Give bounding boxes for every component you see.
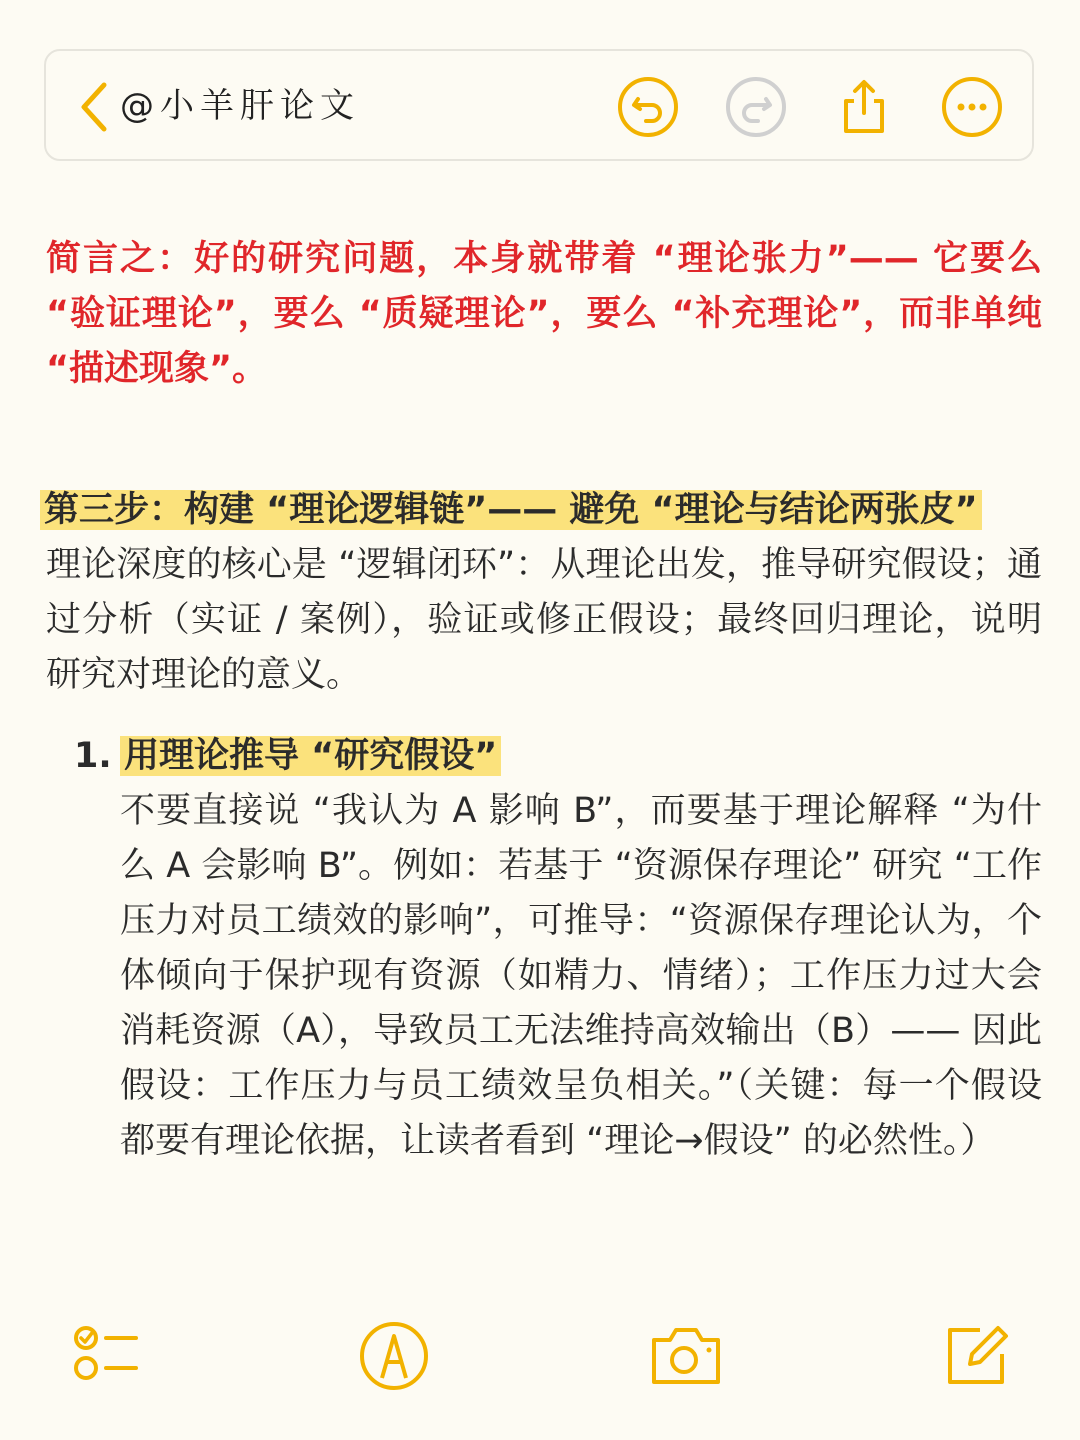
compose-icon [940,1318,1016,1394]
list-item-title-text: 用理论推导 “研究假设” [120,736,501,776]
step-heading [40,483,1042,538]
markup-button[interactable] [356,1318,432,1394]
list-item-body: 不要直接说 “我认为 A 影响 B”，而要基于理论解释 “为什么 A 会影响 B”。例如：若基于 “资源保存理论” 研究 “工作压力对员工绩效的影响”，可推导：“资源保存理论认为，个体倾向于保护现有资源（如精力、情绪）；工作压力过大会消耗资源（A），导致员工无法维持高效输出（B）—— 因此假设：工作压力与员工绩效呈负相关。”（关键：每一个假设都要有理论依据，让读者看到 “理论→假设” 的必然性。） [120,791,1042,1161]
bottom-toolbar [0,1318,1080,1398]
share-button[interactable] [832,75,896,139]
list-item [46,729,1042,1169]
step-intro-paragraph: 理论深度的核心是 “逻辑闭环”：从理论出发，推导研究假设；通过分析（实证 / 案例），验证或修正假设；最终回归理论，说明研究对理论的意义。 [46,545,1042,695]
undo-icon [616,75,680,139]
back-button[interactable] [74,79,114,135]
note-body[interactable] [46,232,1042,1169]
list-item-title [120,729,1042,784]
camera-icon [648,1318,724,1394]
checklist-icon [72,1318,148,1394]
camera-button[interactable] [648,1318,724,1394]
step-heading-text: 第三步：构建 “理论逻辑链”—— 避免 “理论与结论两张皮” [40,490,982,530]
more-icon [940,75,1004,139]
compose-button[interactable] [940,1318,1016,1394]
markup-pen-icon [356,1318,432,1394]
chevron-left-icon [74,79,114,135]
checklist-button[interactable] [72,1318,148,1394]
list-item-number: 1. [74,736,112,776]
summary-paragraph: 简言之：好的研究问题，本身就带着 “理论张力”—— 它要么 “验证理论”，要么 “质疑理论”，要么 “补充理论”，而非单纯 “描述现象”。 [46,239,1042,389]
redo-button[interactable] [724,75,788,139]
undo-button[interactable] [616,75,680,139]
navigation-bar [44,49,1034,161]
note-title: @小羊肝论文 [120,86,360,126]
share-icon [832,75,896,139]
redo-icon [724,75,788,139]
more-button[interactable] [940,75,1004,139]
